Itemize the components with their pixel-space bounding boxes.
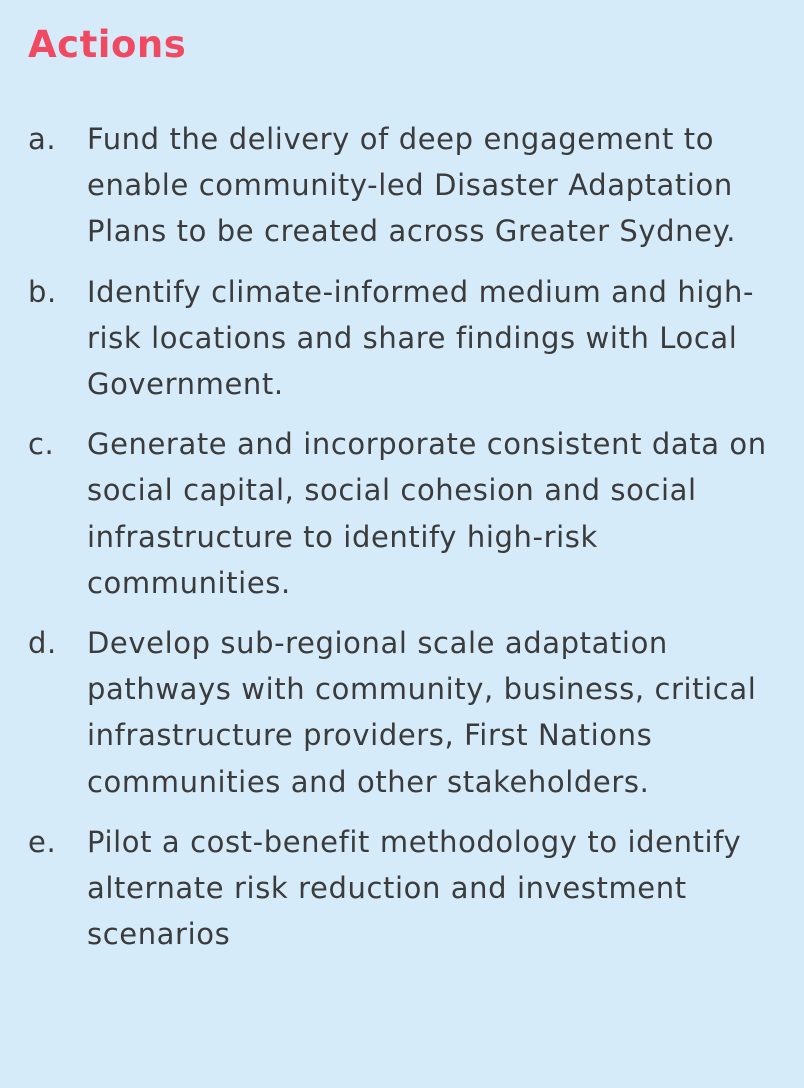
action-letter: d. — [28, 626, 57, 661]
actions-list — [28, 116, 774, 957]
action-text: Generate and incorporate consistent data on social capital, social cohesion and social infrastructure to identify high-risk communities. — [87, 427, 767, 600]
action-letter: e. — [28, 824, 57, 859]
action-item-b — [28, 269, 774, 408]
action-item-c — [28, 421, 774, 606]
action-item-d — [28, 620, 774, 805]
action-text: Fund the delivery of deep engagement to enable community-led Disaster Adaptation Plans to be created across Greater Sydney. — [87, 122, 737, 249]
action-item-a — [28, 116, 774, 255]
action-text: Pilot a cost-benefit methodology to identify alternate risk reduction and investment scenarios — [87, 824, 742, 952]
action-letter: b. — [28, 274, 57, 309]
section-heading: Actions — [28, 23, 187, 66]
action-text: Develop sub-regional scale adaptation pathways with community, business, critical infrastructure providers, First Nations communities and other stakeholders. — [87, 626, 757, 799]
action-text: Identify climate-informed medium and high-risk locations and share findings with Local Government. — [87, 274, 755, 402]
action-letter: a. — [28, 122, 57, 156]
action-letter: c. — [28, 427, 55, 462]
action-item-e — [28, 819, 774, 958]
